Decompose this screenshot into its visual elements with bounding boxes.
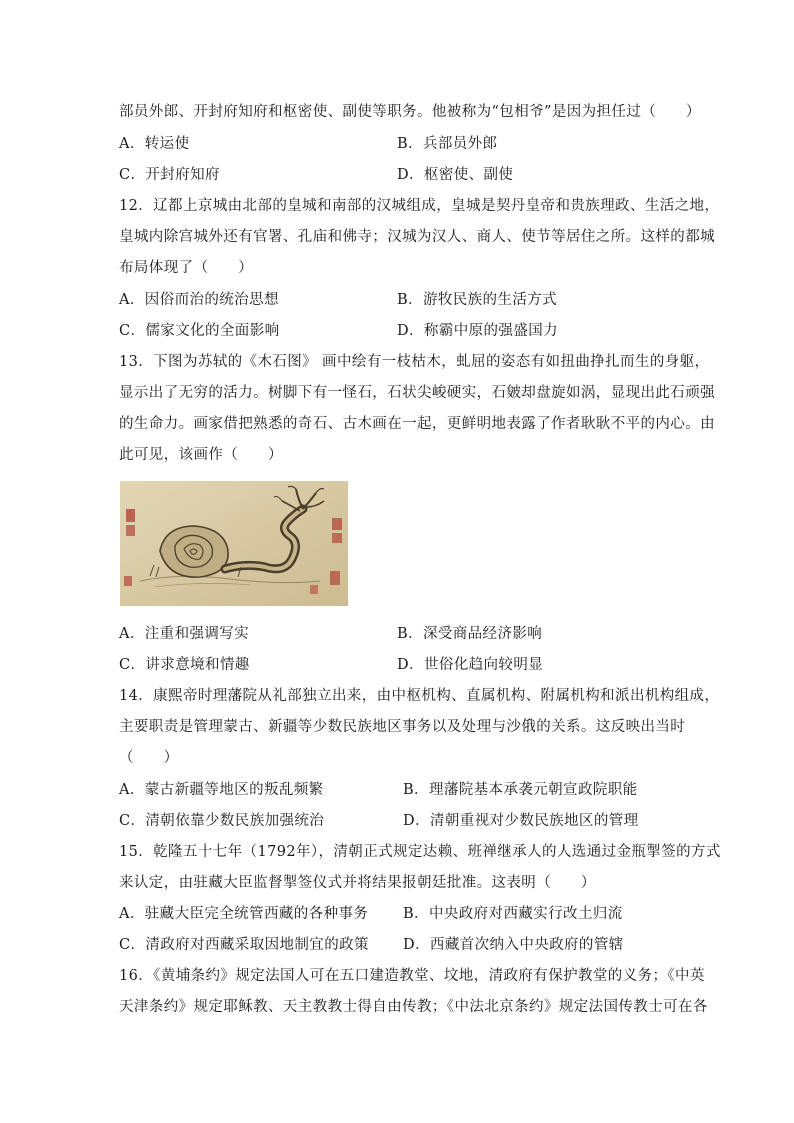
q15-option-a: A．驻藏大臣完全统管西藏的各种事务 xyxy=(119,906,369,922)
q13-stem-line: 的生命力。画家借把熟悉的奇石、古木画在一起，更鲜明地表露了作者耿耿不平的内心。由 xyxy=(119,416,715,432)
q16-stem-line: 16．《黄埔条约》规定法国人可在五口建造教堂、坟地，清政府有保护教堂的义务；《中英 xyxy=(119,968,705,984)
q13-option-c: C．讲求意境和情趣 xyxy=(119,657,250,673)
q14-option-b: B．理藩院基本承袭元朝宣政院职能 xyxy=(403,782,638,798)
q12-option-d: D．称霸中原的强盛国力 xyxy=(397,323,559,339)
q16-stem-line: 天津条约》规定耶稣教、天主教教士得自由传教；《中法北京条约》规定法国传教士可在各 xyxy=(119,999,708,1015)
q12-option-b: B．游牧民族的生活方式 xyxy=(397,292,558,308)
q12-option-c: C．儒家文化的全面影响 xyxy=(119,323,280,339)
q13-stem-line: 13．下图为苏轼的《木石图》 画中绘有一枝枯木，虬屈的姿态有如扭曲挣扎而生的身躯， xyxy=(119,354,710,370)
q15-option-c: C．清政府对西藏采取因地制宜的政策 xyxy=(119,937,369,953)
q14-option-a: A．蒙古新疆等地区的叛乱频繁 xyxy=(119,782,324,798)
q14-stem-line: （ ） xyxy=(119,750,179,766)
q14-option-d: D．清朝重视对少数民族地区的管理 xyxy=(403,813,639,829)
q15-option-b: B．中央政府对西藏实行改土归流 xyxy=(403,906,623,922)
wood-and-rock-painting-image xyxy=(120,481,348,606)
q11-option-c: C．开封府知府 xyxy=(119,167,220,183)
q12-stem-line: 布局体现了（ ） xyxy=(119,260,254,276)
q12-option-a: A．因俗而治的统治思想 xyxy=(119,292,279,308)
q13-option-a: A．注重和强调写实 xyxy=(119,626,250,642)
q14-option-c: C．清朝依靠少数民族加强统治 xyxy=(119,813,325,829)
q11-option-d: D．枢密使、副使 xyxy=(397,167,514,183)
q11-option-b: B．兵部员外郎 xyxy=(397,136,498,152)
q13-stem-line: 显示出了无穷的活力。树脚下有一怪石，石状尖峻硬实，石皴却盘旋如涡，显现出此石顽强 xyxy=(119,385,715,401)
painting-illustration xyxy=(120,481,348,606)
q14-stem-line: 14．康熙帝时理藩院从礼部独立出来，由中枢机构、直属机构、附属机构和派出机构组成， xyxy=(119,688,720,704)
q11-stem: 部员外郎、开封府知府和枢密使、副使等职务。他被称为“包相爷”是因为担任过（ ） xyxy=(119,104,701,120)
q11-option-a: A．转运使 xyxy=(119,136,190,152)
q13-option-b: B．深受商品经济影响 xyxy=(397,626,543,642)
q15-stem-line: 15．乾隆五十七年（1792年），清朝正式规定达赖、班禅继承人的人选通过金瓶掣签的方式 xyxy=(119,844,721,860)
q14-stem-line: 主要职责是管理蒙古、新疆等少数民族地区事务以及处理与沙俄的关系。这反映出当时 xyxy=(119,719,686,735)
q13-option-d: D．世俗化趋向较明显 xyxy=(397,657,544,673)
q12-stem-line: 12．辽都上京城由北部的皇城和南部的汉城组成，皇城是契丹皇帝和贵族理政、生活之地， xyxy=(119,198,720,214)
q12-stem-line: 皇城内除宫城外还有官署、孔庙和佛寺；汉城为汉人、商人、使节等居住之所。这样的都城 xyxy=(119,229,715,245)
q15-option-d: D．西藏首次纳入中央政府的管辖 xyxy=(403,937,624,953)
q13-stem-line: 此可见，该画作（ ） xyxy=(119,447,283,463)
q15-stem-line: 来认定，由驻藏大臣监督掣签仪式并将结果报朝廷批准。这表明（ ） xyxy=(119,875,596,891)
